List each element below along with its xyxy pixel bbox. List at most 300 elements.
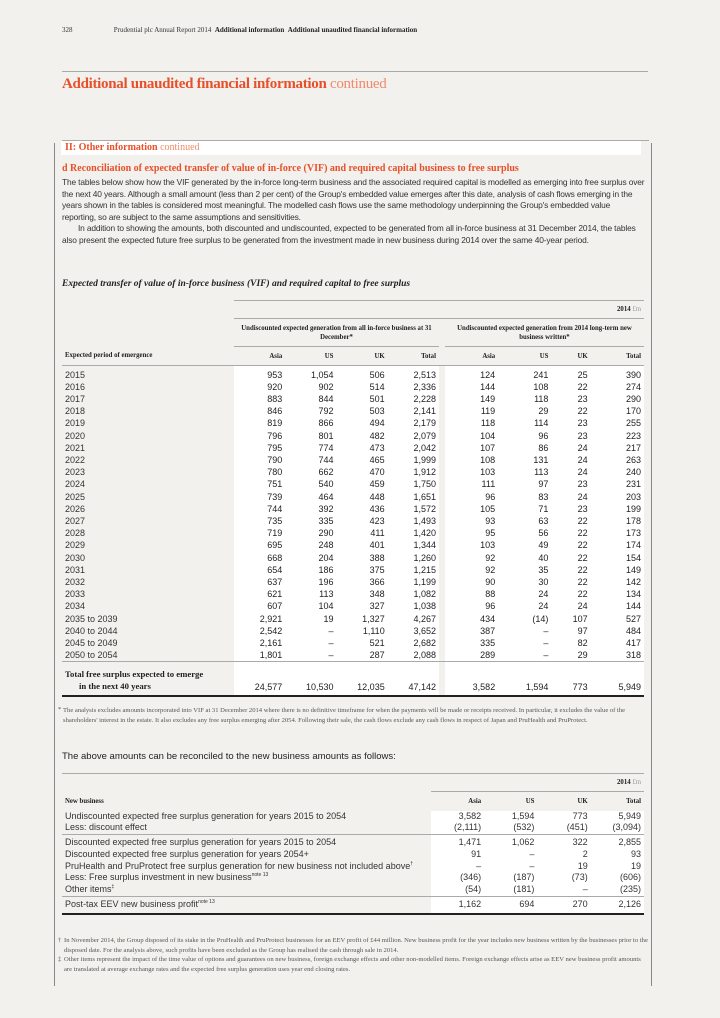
cell-value: 1,062 — [484, 835, 537, 849]
period-label: 2029 — [65, 540, 86, 551]
table1-row-header: Expected period of emergence — [65, 352, 153, 360]
cell-value: 883 — [234, 393, 285, 405]
cell-value: 144 — [445, 381, 498, 393]
cell-value: 2,513 — [388, 369, 439, 381]
cell-value: 819 — [234, 417, 285, 429]
cell-value: 1,215 — [388, 564, 439, 576]
footnote-text: The analysis excludes amounts incorporated into VIF at 31 December 2014 where there is no definitive timeframe for when the payments will be made or receipts received. In particular, it excludes the value of the shareholders' interest in the estate. It also excludes any free surplus emerging after 2054. Following their sale, the cash flows exclude any cash flows in respect of Japan and PruHealth and PruProtect. — [63, 707, 626, 724]
cell-value: 2,542 — [234, 625, 285, 637]
period-label: 2034 — [65, 601, 86, 612]
cell-value: 19 — [285, 613, 336, 625]
cell-value: 49 — [498, 539, 551, 551]
cell-value: 348 — [336, 588, 387, 600]
row-label: Other items‡ — [65, 884, 115, 895]
cell-value: 695 — [234, 539, 285, 551]
cell-value: 22 — [551, 588, 590, 600]
cell-value: 801 — [285, 430, 336, 442]
cell-value: 103 — [445, 539, 498, 551]
cell-value: (73) — [537, 872, 590, 884]
table-row — [62, 552, 644, 564]
cell-value: 527 — [591, 613, 644, 625]
cell-value: 19 — [537, 861, 590, 873]
cell-value: 30 — [498, 576, 551, 588]
cell-value: 241 — [498, 369, 551, 381]
cell-value: 1,260 — [388, 552, 439, 564]
cell-value: 263 — [591, 454, 644, 466]
cell-value: 473 — [336, 442, 387, 454]
cell-value: 540 — [285, 478, 336, 490]
period-label: 2022 — [65, 454, 86, 465]
cell-value: 521 — [336, 637, 387, 649]
cell-value: 95 — [445, 527, 498, 539]
cell-value: 2,682 — [388, 637, 439, 649]
cell-value: 24 — [498, 600, 551, 612]
cell-value: 514 — [336, 381, 387, 393]
cell-value: 662 — [285, 466, 336, 478]
cell-value: 24 — [551, 491, 590, 503]
period-label: 2024 — [65, 479, 86, 490]
table2-final-row: Post-tax EEV new business profit$^{note 13}$ 1,162 694 270 2,126 — [62, 897, 644, 914]
cell-value: 744 — [234, 503, 285, 515]
cell-value: 1,801 — [234, 649, 285, 662]
cell-value: 19 — [591, 861, 644, 873]
cell-value: 203 — [591, 491, 644, 503]
cell-value: 607 — [234, 600, 285, 612]
cell-value: 217 — [591, 442, 644, 454]
col-header: US — [324, 352, 334, 360]
cell-value: 417 — [591, 637, 644, 649]
cell-value: 401 — [336, 539, 387, 551]
cell-value: 142 — [591, 576, 644, 588]
table2-year-header: 2014 £m — [431, 774, 644, 792]
cell-value: 40 — [498, 552, 551, 564]
cell-value: 1,327 — [336, 613, 387, 625]
cell-value: 1,110 — [336, 625, 387, 637]
cell-value: (181) — [484, 884, 537, 896]
cell-value: 751 — [234, 478, 285, 490]
table-row — [62, 527, 644, 539]
table2-row-header: New business — [65, 797, 104, 805]
cell-value: 434 — [445, 613, 498, 625]
period-label: 2019 — [65, 418, 86, 429]
cell-value: 327 — [336, 600, 387, 612]
col-header: Asia — [269, 352, 283, 360]
cell-value: (346) — [431, 872, 484, 884]
cell-value: 97 — [498, 478, 551, 490]
cell-value: 1,594 — [484, 811, 537, 823]
cell-value: 4,267 — [388, 613, 439, 625]
table-row — [62, 600, 644, 612]
cell-value: 23 — [551, 430, 590, 442]
cell-value: – — [484, 861, 537, 873]
period-label: 2017 — [65, 393, 86, 404]
cell-value: 3,582 — [431, 811, 484, 823]
col-header: Asia — [482, 352, 496, 360]
period-label: 2045 to 2049 — [65, 637, 118, 648]
cell-value: 1,572 — [388, 503, 439, 515]
cell-value: 105 — [445, 503, 498, 515]
cell-value: 22 — [551, 576, 590, 588]
cell-value: – — [431, 861, 484, 873]
cell-value: 2,161 — [234, 637, 285, 649]
cell-value: 621 — [234, 588, 285, 600]
cell-value: 668 — [234, 552, 285, 564]
table-row — [62, 625, 644, 637]
table-row — [62, 381, 644, 393]
cell-value: 118 — [498, 393, 551, 405]
cell-value: 91 — [431, 849, 484, 861]
cell-value: 780 — [234, 466, 285, 478]
table-row — [62, 539, 644, 551]
cell-value: 846 — [234, 405, 285, 417]
table-row — [62, 442, 644, 454]
table-row — [62, 393, 644, 405]
cell-value: 392 — [285, 503, 336, 515]
col-header: UK — [577, 352, 588, 360]
cell-value: 56 — [498, 527, 551, 539]
footnote-dagger: † In November 2014, the Group disposed of its stake in the PruHealth and PruProtect businesses for an EEV profit of £44 million. New business profit for the year includes new business written by the businesses prior to the disposed date. For the analysis above, such profits have been excluded as the Group has realised the cash through sale in 2014. — [58, 937, 648, 954]
cell-value: 90 — [445, 576, 498, 588]
row-label: Discounted expected free surplus generation for years 2015 to 2054 — [62, 835, 431, 849]
cell-value: 196 — [285, 576, 336, 588]
cell-value: 248 — [285, 539, 336, 551]
cell-value: 773 — [537, 811, 590, 823]
cell-value: 22 — [551, 381, 590, 393]
period-label: 2028 — [65, 528, 86, 539]
table-row — [62, 861, 644, 873]
cell-value: 2,042 — [388, 442, 439, 454]
cell-value: 719 — [234, 527, 285, 539]
running-head — [62, 26, 417, 34]
cell-value: 796 — [234, 430, 285, 442]
period-label: 2040 to 2044 — [65, 625, 118, 636]
table-row — [62, 822, 644, 834]
cell-value: 24 — [551, 600, 590, 612]
cell-value: – — [537, 884, 590, 896]
cell-value: 1,912 — [388, 466, 439, 478]
cell-value: 274 — [591, 381, 644, 393]
cell-value: 71 — [498, 503, 551, 515]
period-label: 2015 — [65, 369, 86, 380]
table-row — [62, 369, 644, 381]
section-header-main: II: Other information — [65, 142, 158, 153]
cell-value: 104 — [285, 600, 336, 612]
cell-value: 82 — [551, 637, 590, 649]
cell-value: 118 — [445, 417, 498, 429]
cell-value: 22 — [551, 564, 590, 576]
cell-value: 335 — [285, 515, 336, 527]
cell-value: 1,999 — [388, 454, 439, 466]
cell-value: 436 — [336, 503, 387, 515]
cell-value: 844 — [285, 393, 336, 405]
cell-value: 104 — [445, 430, 498, 442]
cell-value: 2,228 — [388, 393, 439, 405]
table-row — [62, 884, 644, 896]
cell-value: 1,493 — [388, 515, 439, 527]
cell-value: – — [498, 625, 551, 637]
table-row — [62, 872, 644, 884]
table2-footnotes — [58, 936, 648, 974]
table-row — [62, 564, 644, 576]
cell-value: 387 — [445, 625, 498, 637]
cell-value: 1,199 — [388, 576, 439, 588]
cell-value: 5,949 — [591, 811, 644, 823]
cell-value: 22 — [551, 552, 590, 564]
cell-value: 96 — [498, 430, 551, 442]
cell-value: 124 — [445, 369, 498, 381]
cell-value: 29 — [498, 405, 551, 417]
row-label: PruHealth and PruProtect free surplus generation for new business not included above† — [65, 860, 413, 871]
cell-value: 318 — [591, 649, 644, 662]
cell-value: 290 — [285, 527, 336, 539]
cell-value: 792 — [285, 405, 336, 417]
cell-value: 134 — [591, 588, 644, 600]
cell-value: 2,141 — [388, 405, 439, 417]
cell-value: 111 — [445, 478, 498, 490]
cell-value: 464 — [285, 491, 336, 503]
cell-value: 1,344 — [388, 539, 439, 551]
cell-value: 92 — [445, 564, 498, 576]
table1-unit: £m — [632, 306, 641, 313]
cell-value: 154 — [591, 552, 644, 564]
col-header: US — [525, 797, 535, 805]
cell-value: 113 — [285, 588, 336, 600]
period-label: 2026 — [65, 503, 86, 514]
table-row — [62, 588, 644, 600]
footnote-mark: * — [58, 706, 62, 713]
table-row — [62, 576, 644, 588]
cell-value: 448 — [336, 491, 387, 503]
cell-value: 93 — [445, 515, 498, 527]
cell-value: 113 — [498, 466, 551, 478]
new-business-reconciliation-table — [62, 773, 644, 915]
intro-paragraph-1: The tables below show how the VIF generated by the in-force long-term business and the associated required capital is modelled as emerging into free surplus over the next 40 years. Although a small amount (less than 2 per cent) of the Group's embedded value emerges after this date, analysis of cash flows emerging in the years shown in the tables is considered most meaningful. The modelled cash flows use the same methodology underpinning the Group's embedded value reporting, so are subject to the same assumptions and sensitivities. — [62, 177, 645, 222]
cell-value: 92 — [445, 552, 498, 564]
cell-value: 501 — [336, 393, 387, 405]
cell-value: – — [285, 649, 336, 662]
col-header: Total — [421, 352, 436, 360]
cell-value: 375 — [336, 564, 387, 576]
cell-value: (606) — [591, 872, 644, 884]
intro-text — [62, 177, 646, 247]
cell-value: 83 — [498, 491, 551, 503]
cell-value: 366 — [336, 576, 387, 588]
page-title-suffix: continued — [330, 76, 387, 92]
cell-value: 790 — [234, 454, 285, 466]
cell-value: 108 — [498, 381, 551, 393]
cell-value: 484 — [591, 625, 644, 637]
cell-value: 2,088 — [388, 649, 439, 662]
cell-value: 287 — [336, 649, 387, 662]
table-row — [62, 478, 644, 490]
cell-value: 482 — [336, 430, 387, 442]
cell-value: 149 — [445, 393, 498, 405]
cell-value: 22 — [551, 527, 590, 539]
cell-value: 503 — [336, 405, 387, 417]
table1-footnote — [58, 706, 646, 725]
period-label: 2023 — [65, 467, 86, 478]
cell-value: 506 — [336, 369, 387, 381]
period-label: 2018 — [65, 406, 86, 417]
row-label: Less: discount effect — [65, 822, 147, 833]
cell-value: (532) — [484, 822, 537, 834]
cell-value: 866 — [285, 417, 336, 429]
cell-value: 108 — [445, 454, 498, 466]
cell-value: 103 — [445, 466, 498, 478]
vif-emergence-table — [62, 300, 644, 697]
cell-value: 107 — [551, 613, 590, 625]
cell-value: 131 — [498, 454, 551, 466]
cell-value: 902 — [285, 381, 336, 393]
period-label: 2050 to 2054 — [65, 650, 118, 661]
cell-value: 459 — [336, 478, 387, 490]
table-row — [62, 417, 644, 429]
cell-value: 1,082 — [388, 588, 439, 600]
cell-value: – — [285, 637, 336, 649]
cell-value: 23 — [551, 417, 590, 429]
cell-value: (54) — [431, 884, 484, 896]
total-label-line2: in the next 40 years — [79, 680, 151, 691]
table-row — [62, 503, 644, 515]
cell-value: 86 — [498, 442, 551, 454]
cell-value: 1,471 — [431, 835, 484, 849]
breadcrumb-subsection: Additional unaudited financial information — [287, 26, 418, 34]
table-row — [62, 430, 644, 442]
table-row — [62, 649, 644, 662]
cell-value: 1,420 — [388, 527, 439, 539]
cell-value: 2,921 — [234, 613, 285, 625]
cell-value: 93 — [591, 849, 644, 861]
period-label: 2033 — [65, 589, 86, 600]
cell-value: 390 — [591, 369, 644, 381]
table-row — [62, 835, 644, 849]
page-title-main: Additional unaudited financial information — [62, 76, 327, 92]
page-title — [62, 76, 386, 93]
col-header: Asia — [468, 797, 482, 805]
total-label-line1: Total free surplus expected to emerge — [65, 668, 204, 679]
table1-group-newbusiness: Undiscounted expected generation from 2014 long-term new business written* — [445, 319, 644, 347]
table2-body — [62, 811, 644, 897]
cell-value: – — [498, 637, 551, 649]
period-label: 2025 — [65, 491, 86, 502]
period-label: 2032 — [65, 576, 86, 587]
reconciliation-lead: The above amounts can be reconciled to the new business amounts as follows: — [62, 751, 396, 762]
title-divider — [62, 71, 648, 72]
cell-value: 96 — [445, 491, 498, 503]
page-number: 328 — [62, 26, 73, 34]
row-label: Undiscounted expected free surplus generation for years 2015 to 2054 — [65, 810, 347, 821]
cell-value: 774 — [285, 442, 336, 454]
cell-value: 2,179 — [388, 417, 439, 429]
cell-value: 2,855 — [591, 835, 644, 849]
table-row — [62, 811, 644, 823]
cell-value: (187) — [484, 872, 537, 884]
cell-value: 1,038 — [388, 600, 439, 612]
cell-value: 335 — [445, 637, 498, 649]
cell-value: – — [484, 849, 537, 861]
cell-value: 2,079 — [388, 430, 439, 442]
cell-value: (3,094) — [591, 822, 644, 834]
table1-year-header: 2014 £m — [234, 301, 644, 319]
cell-value: 255 — [591, 417, 644, 429]
cell-value: 174 — [591, 539, 644, 551]
cell-value: 23 — [551, 393, 590, 405]
cell-value: – — [498, 649, 551, 662]
cell-value: 24 — [551, 454, 590, 466]
cell-value: 735 — [234, 515, 285, 527]
period-label: 2020 — [65, 430, 86, 441]
cell-value: 119 — [445, 405, 498, 417]
table1-group-inforce: Undiscounted expected generation from all in-force business at 31 December* — [234, 319, 439, 347]
col-header: Total — [626, 352, 641, 360]
cell-value: 1,054 — [285, 369, 336, 381]
table-row — [62, 613, 644, 625]
cell-value: 199 — [591, 503, 644, 515]
cell-value: 744 — [285, 454, 336, 466]
cell-value: 920 — [234, 381, 285, 393]
subsection-title: d Reconciliation of expected transfer of value of in-force (VIF) and required capital business to free surplus — [62, 163, 519, 174]
row-label: Discounted expected free surplus generation for years 2054+ — [65, 848, 309, 859]
cell-value: 953 — [234, 369, 285, 381]
cell-value: 289 — [445, 649, 498, 662]
cell-value: 795 — [234, 442, 285, 454]
cell-value: 1,651 — [388, 491, 439, 503]
cell-value: 388 — [336, 552, 387, 564]
col-header: Total — [626, 797, 641, 805]
table1-body — [62, 369, 644, 662]
period-label: 2027 — [65, 515, 86, 526]
cell-value: 739 — [234, 491, 285, 503]
cell-value: (451) — [537, 822, 590, 834]
cell-value: 24 — [498, 588, 551, 600]
cell-value: 107 — [445, 442, 498, 454]
cell-value: 144 — [591, 600, 644, 612]
cell-value: 186 — [285, 564, 336, 576]
cell-value: 240 — [591, 466, 644, 478]
cell-value: 114 — [498, 417, 551, 429]
cell-value: 223 — [591, 430, 644, 442]
cell-value: 63 — [498, 515, 551, 527]
table-row — [62, 466, 644, 478]
cell-value: 29 — [551, 649, 590, 662]
cell-value: 654 — [234, 564, 285, 576]
period-label: 2030 — [65, 552, 86, 563]
cell-value: 178 — [591, 515, 644, 527]
cell-value: – — [285, 625, 336, 637]
cell-value: 3,652 — [388, 625, 439, 637]
cell-value: 290 — [591, 393, 644, 405]
period-label: 2035 to 2039 — [65, 613, 118, 624]
cell-value: (2,111) — [431, 822, 484, 834]
table-row — [62, 491, 644, 503]
cell-value: 96 — [445, 600, 498, 612]
col-header: UK — [577, 797, 588, 805]
cell-value: 2,336 — [388, 381, 439, 393]
table-row — [62, 849, 644, 861]
footnote-double-dagger: ‡ Other items represent the impact of the time value of options and guarantees on new business, foreign exchange effects and other non-modelled items. Foreign exchange effects arise as EEV new business profit amounts are translated at average exchange rates and the expected free surplus generation uses year end closing rates. — [58, 956, 641, 973]
table-row — [62, 454, 644, 466]
cell-value: 88 — [445, 588, 498, 600]
cell-value: 149 — [591, 564, 644, 576]
cell-value: 411 — [336, 527, 387, 539]
cell-value: 231 — [591, 478, 644, 490]
cell-value: 23 — [551, 478, 590, 490]
cell-value: 173 — [591, 527, 644, 539]
cell-value: 1,750 — [388, 478, 439, 490]
table1-title: Expected transfer of value of in-force business (VIF) and required capital to free surplus — [62, 279, 411, 289]
cell-value: 97 — [551, 625, 590, 637]
cell-value: 637 — [234, 576, 285, 588]
